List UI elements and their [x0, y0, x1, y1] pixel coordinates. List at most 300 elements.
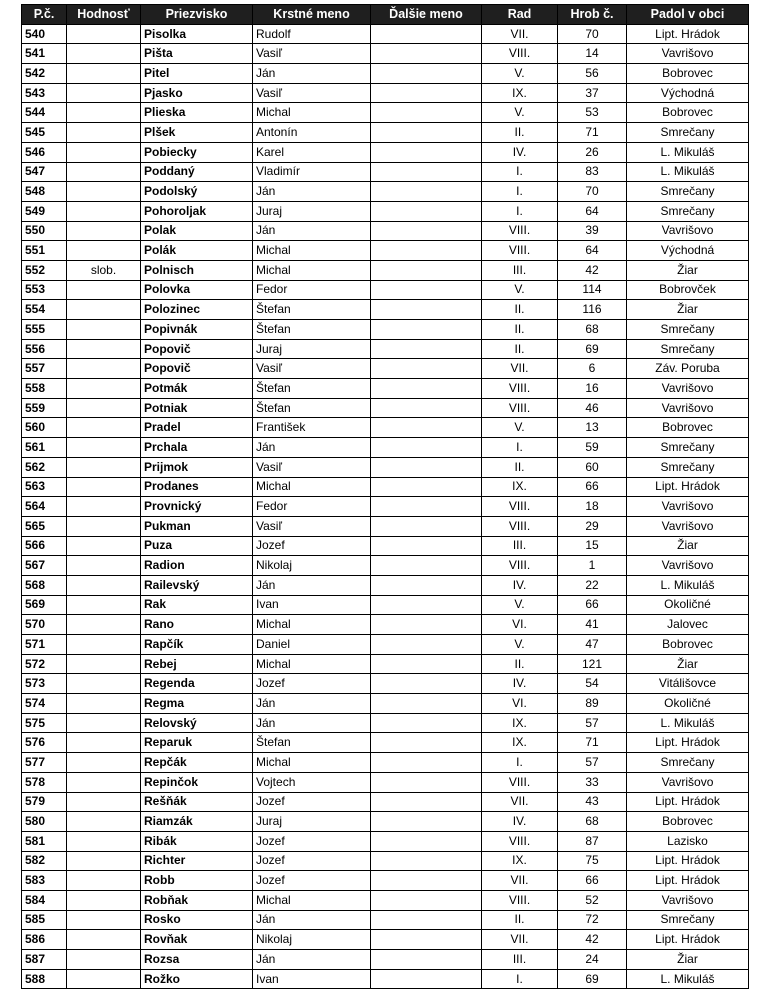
cell-grave-no: 41: [558, 615, 627, 635]
cell-first-name: Vasiľ: [253, 516, 371, 536]
cell-grave-no: 60: [558, 457, 627, 477]
cell-rank: [67, 772, 141, 792]
table-row: [22, 497, 749, 517]
cell-fell-in: Smrečany: [627, 753, 749, 773]
cell-rank: [67, 595, 141, 615]
table-row: [22, 969, 749, 989]
cell-row-no: I.: [482, 438, 558, 458]
cell-surname: Provnický: [141, 497, 253, 517]
cell-fell-in: Žiar: [627, 654, 749, 674]
cell-surname: Popovič: [141, 359, 253, 379]
cell-number: 570: [22, 615, 67, 635]
cell-surname: Potmák: [141, 379, 253, 399]
cell-other-name: [371, 142, 482, 162]
cell-row-no: II.: [482, 300, 558, 320]
cell-row-no: IV.: [482, 674, 558, 694]
cell-row-no: VII.: [482, 24, 558, 44]
cell-rank: [67, 83, 141, 103]
cell-fell-in: Žiar: [627, 536, 749, 556]
table-row: [22, 890, 749, 910]
cell-number: 586: [22, 930, 67, 950]
cell-row-no: II.: [482, 320, 558, 340]
table-row: [22, 379, 749, 399]
cell-rank: [67, 300, 141, 320]
cell-first-name: Michal: [253, 103, 371, 123]
cell-number: 577: [22, 753, 67, 773]
cell-row-no: II.: [482, 910, 558, 930]
cell-number: 551: [22, 241, 67, 261]
cell-first-name: Štefan: [253, 398, 371, 418]
cell-row-no: VII.: [482, 871, 558, 891]
cell-number: 575: [22, 713, 67, 733]
cell-grave-no: 64: [558, 201, 627, 221]
cell-other-name: [371, 694, 482, 714]
table-row: [22, 398, 749, 418]
cell-number: 560: [22, 418, 67, 438]
cell-number: 558: [22, 379, 67, 399]
cell-grave-no: 121: [558, 654, 627, 674]
table-row: [22, 162, 749, 182]
header-number: P.č.: [22, 5, 67, 25]
table-row: [22, 674, 749, 694]
cell-other-name: [371, 950, 482, 970]
cell-grave-no: 66: [558, 477, 627, 497]
cell-fell-in: Záv. Poruba: [627, 359, 749, 379]
cell-row-no: VIII.: [482, 497, 558, 517]
cell-row-no: III.: [482, 260, 558, 280]
cell-fell-in: Lipt. Hrádok: [627, 477, 749, 497]
cell-rank: [67, 457, 141, 477]
cell-first-name: Ján: [253, 438, 371, 458]
cell-rank: [67, 910, 141, 930]
cell-first-name: Michal: [253, 654, 371, 674]
cell-row-no: VIII.: [482, 221, 558, 241]
cell-fell-in: Smrečany: [627, 201, 749, 221]
cell-fell-in: Smrečany: [627, 457, 749, 477]
cell-grave-no: 71: [558, 733, 627, 753]
cell-rank: [67, 497, 141, 517]
cell-number: 576: [22, 733, 67, 753]
cell-fell-in: Okoličné: [627, 694, 749, 714]
cell-first-name: Ján: [253, 64, 371, 84]
cell-rank: [67, 615, 141, 635]
cell-rank: [67, 635, 141, 655]
cell-number: 543: [22, 83, 67, 103]
cell-fell-in: Vavrišovo: [627, 44, 749, 64]
cell-grave-no: 57: [558, 753, 627, 773]
cell-surname: Popivnák: [141, 320, 253, 340]
cell-fell-in: Smrečany: [627, 182, 749, 202]
cell-rank: [67, 753, 141, 773]
cell-number: 579: [22, 792, 67, 812]
cell-other-name: [371, 831, 482, 851]
cell-fell-in: Vavrišovo: [627, 379, 749, 399]
table-row: [22, 438, 749, 458]
cell-row-no: VIII.: [482, 831, 558, 851]
cell-rank: [67, 536, 141, 556]
cell-rank: [67, 280, 141, 300]
cell-number: 542: [22, 64, 67, 84]
cell-surname: Polak: [141, 221, 253, 241]
cell-grave-no: 66: [558, 595, 627, 615]
cell-rank: [67, 654, 141, 674]
table-row: [22, 24, 749, 44]
cell-grave-no: 43: [558, 792, 627, 812]
cell-fell-in: L. Mikuláš: [627, 162, 749, 182]
cell-first-name: František: [253, 418, 371, 438]
cell-grave-no: 56: [558, 64, 627, 84]
cell-grave-no: 33: [558, 772, 627, 792]
table-row: [22, 64, 749, 84]
cell-surname: Poddaný: [141, 162, 253, 182]
cell-number: 567: [22, 556, 67, 576]
cell-number: 571: [22, 635, 67, 655]
cell-fell-in: L. Mikuláš: [627, 713, 749, 733]
cell-other-name: [371, 359, 482, 379]
table-row: [22, 201, 749, 221]
cell-surname: Podolský: [141, 182, 253, 202]
table-row: [22, 615, 749, 635]
cell-grave-no: 72: [558, 910, 627, 930]
table-row: [22, 654, 749, 674]
cell-first-name: Ján: [253, 694, 371, 714]
cell-row-no: V.: [482, 595, 558, 615]
cell-grave-no: 70: [558, 24, 627, 44]
cell-row-no: VIII.: [482, 556, 558, 576]
cell-rank: [67, 339, 141, 359]
cell-grave-no: 75: [558, 851, 627, 871]
cell-row-no: V.: [482, 103, 558, 123]
cell-first-name: Rudolf: [253, 24, 371, 44]
cell-first-name: Michal: [253, 477, 371, 497]
cell-rank: [67, 713, 141, 733]
cell-other-name: [371, 221, 482, 241]
table-row: [22, 575, 749, 595]
cell-grave-no: 42: [558, 260, 627, 280]
cell-surname: Pjasko: [141, 83, 253, 103]
table-row: [22, 831, 749, 851]
cell-fell-in: Bobrovec: [627, 812, 749, 832]
cell-number: 585: [22, 910, 67, 930]
cell-row-no: IX.: [482, 851, 558, 871]
cell-surname: Repčák: [141, 753, 253, 773]
cell-row-no: II.: [482, 339, 558, 359]
table-row: [22, 694, 749, 714]
cell-fell-in: Vavrišovo: [627, 556, 749, 576]
cell-fell-in: L. Mikuláš: [627, 575, 749, 595]
cell-surname: Richter: [141, 851, 253, 871]
cell-fell-in: Vavrišovo: [627, 221, 749, 241]
cell-fell-in: L. Mikuláš: [627, 969, 749, 989]
table-row: [22, 851, 749, 871]
cell-other-name: [371, 713, 482, 733]
cell-rank: [67, 575, 141, 595]
cell-rank: [67, 694, 141, 714]
cell-row-no: VIII.: [482, 398, 558, 418]
cell-surname: Pitel: [141, 64, 253, 84]
cell-rank: [67, 418, 141, 438]
cell-other-name: [371, 103, 482, 123]
cell-fell-in: L. Mikuláš: [627, 142, 749, 162]
cell-fell-in: Bobrovec: [627, 418, 749, 438]
cell-grave-no: 14: [558, 44, 627, 64]
cell-row-no: VIII.: [482, 44, 558, 64]
cell-fell-in: Lipt. Hrádok: [627, 733, 749, 753]
cell-rank: [67, 477, 141, 497]
cell-number: 580: [22, 812, 67, 832]
cell-number: 553: [22, 280, 67, 300]
cell-number: 547: [22, 162, 67, 182]
table-row: [22, 753, 749, 773]
cell-fell-in: Vavrišovo: [627, 890, 749, 910]
table-row: [22, 635, 749, 655]
cell-row-no: III.: [482, 536, 558, 556]
header-row-no: Rad: [482, 5, 558, 25]
cell-other-name: [371, 556, 482, 576]
table-row: [22, 300, 749, 320]
cell-surname: Rosko: [141, 910, 253, 930]
cell-first-name: Juraj: [253, 201, 371, 221]
cell-rank: [67, 201, 141, 221]
cell-row-no: VIII.: [482, 516, 558, 536]
cell-grave-no: 22: [558, 575, 627, 595]
table-row: [22, 871, 749, 891]
cell-first-name: Fedor: [253, 497, 371, 517]
cell-grave-no: 116: [558, 300, 627, 320]
cell-surname: Polovka: [141, 280, 253, 300]
table-row: [22, 359, 749, 379]
table-header-row: [22, 5, 749, 25]
cell-fell-in: Vitálišovce: [627, 674, 749, 694]
cell-fell-in: Smrečany: [627, 320, 749, 340]
cell-first-name: Jozef: [253, 792, 371, 812]
cell-grave-no: 6: [558, 359, 627, 379]
cell-first-name: Ján: [253, 910, 371, 930]
cell-row-no: IX.: [482, 83, 558, 103]
cell-first-name: Michal: [253, 241, 371, 261]
cell-surname: Prodanes: [141, 477, 253, 497]
cell-grave-no: 15: [558, 536, 627, 556]
cell-rank: [67, 831, 141, 851]
cell-number: 541: [22, 44, 67, 64]
cell-other-name: [371, 792, 482, 812]
cell-number: 563: [22, 477, 67, 497]
cell-surname: Repinčok: [141, 772, 253, 792]
cell-surname: Polnisch: [141, 260, 253, 280]
cell-grave-no: 47: [558, 635, 627, 655]
cell-number: 572: [22, 654, 67, 674]
cell-number: 569: [22, 595, 67, 615]
cell-number: 573: [22, 674, 67, 694]
header-fell-in: Padol v obci: [627, 5, 749, 25]
cell-grave-no: 59: [558, 438, 627, 458]
cell-number: 565: [22, 516, 67, 536]
cell-row-no: IV.: [482, 142, 558, 162]
cell-rank: [67, 123, 141, 143]
cell-rank: [67, 142, 141, 162]
cell-surname: Robňak: [141, 890, 253, 910]
cell-fell-in: Lipt. Hrádok: [627, 792, 749, 812]
table-row: [22, 477, 749, 497]
cell-fell-in: Lipt. Hrádok: [627, 851, 749, 871]
cell-fell-in: Žiar: [627, 300, 749, 320]
cell-fell-in: Lipt. Hrádok: [627, 24, 749, 44]
table-row: [22, 950, 749, 970]
cell-row-no: VII.: [482, 930, 558, 950]
cell-first-name: Štefan: [253, 320, 371, 340]
cell-first-name: Karel: [253, 142, 371, 162]
cell-surname: Relovský: [141, 713, 253, 733]
header-other-name: Ďalšie meno: [371, 5, 482, 25]
cell-number: 574: [22, 694, 67, 714]
cell-rank: [67, 359, 141, 379]
cell-number: 559: [22, 398, 67, 418]
cell-first-name: Ján: [253, 713, 371, 733]
document-page: [21, 4, 749, 989]
cell-first-name: Michal: [253, 260, 371, 280]
cell-surname: Rano: [141, 615, 253, 635]
table-row: [22, 812, 749, 832]
cell-other-name: [371, 24, 482, 44]
cell-rank: [67, 44, 141, 64]
cell-row-no: V.: [482, 280, 558, 300]
cell-fell-in: Bobrovec: [627, 103, 749, 123]
cell-other-name: [371, 398, 482, 418]
cell-other-name: [371, 516, 482, 536]
cell-fell-in: Východná: [627, 83, 749, 103]
cell-other-name: [371, 379, 482, 399]
cell-fell-in: Žiar: [627, 260, 749, 280]
cell-surname: Pišta: [141, 44, 253, 64]
cell-grave-no: 68: [558, 812, 627, 832]
table-row: [22, 536, 749, 556]
cell-number: 582: [22, 851, 67, 871]
cell-surname: Regenda: [141, 674, 253, 694]
cell-row-no: VIII.: [482, 241, 558, 261]
table-row: [22, 772, 749, 792]
cell-other-name: [371, 123, 482, 143]
cell-rank: [67, 162, 141, 182]
cell-rank: [67, 241, 141, 261]
cell-other-name: [371, 595, 482, 615]
cell-fell-in: Lipt. Hrádok: [627, 930, 749, 950]
cell-grave-no: 37: [558, 83, 627, 103]
cell-first-name: Daniel: [253, 635, 371, 655]
cell-surname: Plšek: [141, 123, 253, 143]
cell-first-name: Vasiľ: [253, 83, 371, 103]
cell-fell-in: Smrečany: [627, 123, 749, 143]
cell-grave-no: 70: [558, 182, 627, 202]
cell-number: 584: [22, 890, 67, 910]
cell-surname: Pobiecky: [141, 142, 253, 162]
cell-first-name: Nikolaj: [253, 930, 371, 950]
cell-rank: [67, 674, 141, 694]
cell-rank: [67, 221, 141, 241]
cell-fell-in: Smrečany: [627, 910, 749, 930]
cell-surname: Pohoroljak: [141, 201, 253, 221]
table-row: [22, 457, 749, 477]
cell-row-no: IV.: [482, 575, 558, 595]
table-row: [22, 792, 749, 812]
table-row: [22, 339, 749, 359]
cell-grave-no: 69: [558, 339, 627, 359]
cell-other-name: [371, 44, 482, 64]
cell-first-name: Juraj: [253, 339, 371, 359]
cell-other-name: [371, 930, 482, 950]
cell-first-name: Ján: [253, 182, 371, 202]
cell-row-no: V.: [482, 635, 558, 655]
table-row: [22, 930, 749, 950]
cell-grave-no: 64: [558, 241, 627, 261]
cell-surname: Prijmok: [141, 457, 253, 477]
cell-other-name: [371, 320, 482, 340]
cell-first-name: Jozef: [253, 536, 371, 556]
cell-number: 557: [22, 359, 67, 379]
cell-rank: [67, 24, 141, 44]
cell-other-name: [371, 753, 482, 773]
cell-rank: [67, 556, 141, 576]
cell-surname: Rožko: [141, 969, 253, 989]
cell-surname: Radion: [141, 556, 253, 576]
cell-first-name: Vasiľ: [253, 359, 371, 379]
cell-rank: [67, 182, 141, 202]
cell-rank: [67, 320, 141, 340]
cell-fell-in: Jalovec: [627, 615, 749, 635]
table-row: [22, 595, 749, 615]
cell-fell-in: Lipt. Hrádok: [627, 871, 749, 891]
cell-rank: [67, 851, 141, 871]
cell-first-name: Jozef: [253, 674, 371, 694]
table-row: [22, 44, 749, 64]
table-row: [22, 260, 749, 280]
cell-first-name: Štefan: [253, 300, 371, 320]
cell-first-name: Antonín: [253, 123, 371, 143]
cell-number: 548: [22, 182, 67, 202]
cell-number: 556: [22, 339, 67, 359]
cell-number: 583: [22, 871, 67, 891]
cell-row-no: VIII.: [482, 890, 558, 910]
cell-fell-in: Bobrovček: [627, 280, 749, 300]
cell-surname: Rebej: [141, 654, 253, 674]
cell-surname: Robb: [141, 871, 253, 891]
cell-number: 555: [22, 320, 67, 340]
cell-number: 562: [22, 457, 67, 477]
cell-other-name: [371, 910, 482, 930]
cell-first-name: Štefan: [253, 379, 371, 399]
cell-grave-no: 16: [558, 379, 627, 399]
cell-grave-no: 114: [558, 280, 627, 300]
cell-row-no: I.: [482, 969, 558, 989]
table-row: [22, 733, 749, 753]
cell-surname: Polák: [141, 241, 253, 261]
cell-fell-in: Lazisko: [627, 831, 749, 851]
table-row: [22, 103, 749, 123]
cell-other-name: [371, 83, 482, 103]
cell-surname: Polozinec: [141, 300, 253, 320]
table-row: [22, 221, 749, 241]
cell-number: 546: [22, 142, 67, 162]
cell-rank: [67, 950, 141, 970]
cell-fell-in: Východná: [627, 241, 749, 261]
cell-number: 554: [22, 300, 67, 320]
cell-fell-in: Vavrišovo: [627, 516, 749, 536]
cell-other-name: [371, 438, 482, 458]
cell-other-name: [371, 969, 482, 989]
cell-rank: [67, 969, 141, 989]
cell-surname: Rapčík: [141, 635, 253, 655]
cell-surname: Pradel: [141, 418, 253, 438]
header-rank: Hodnosť: [67, 5, 141, 25]
